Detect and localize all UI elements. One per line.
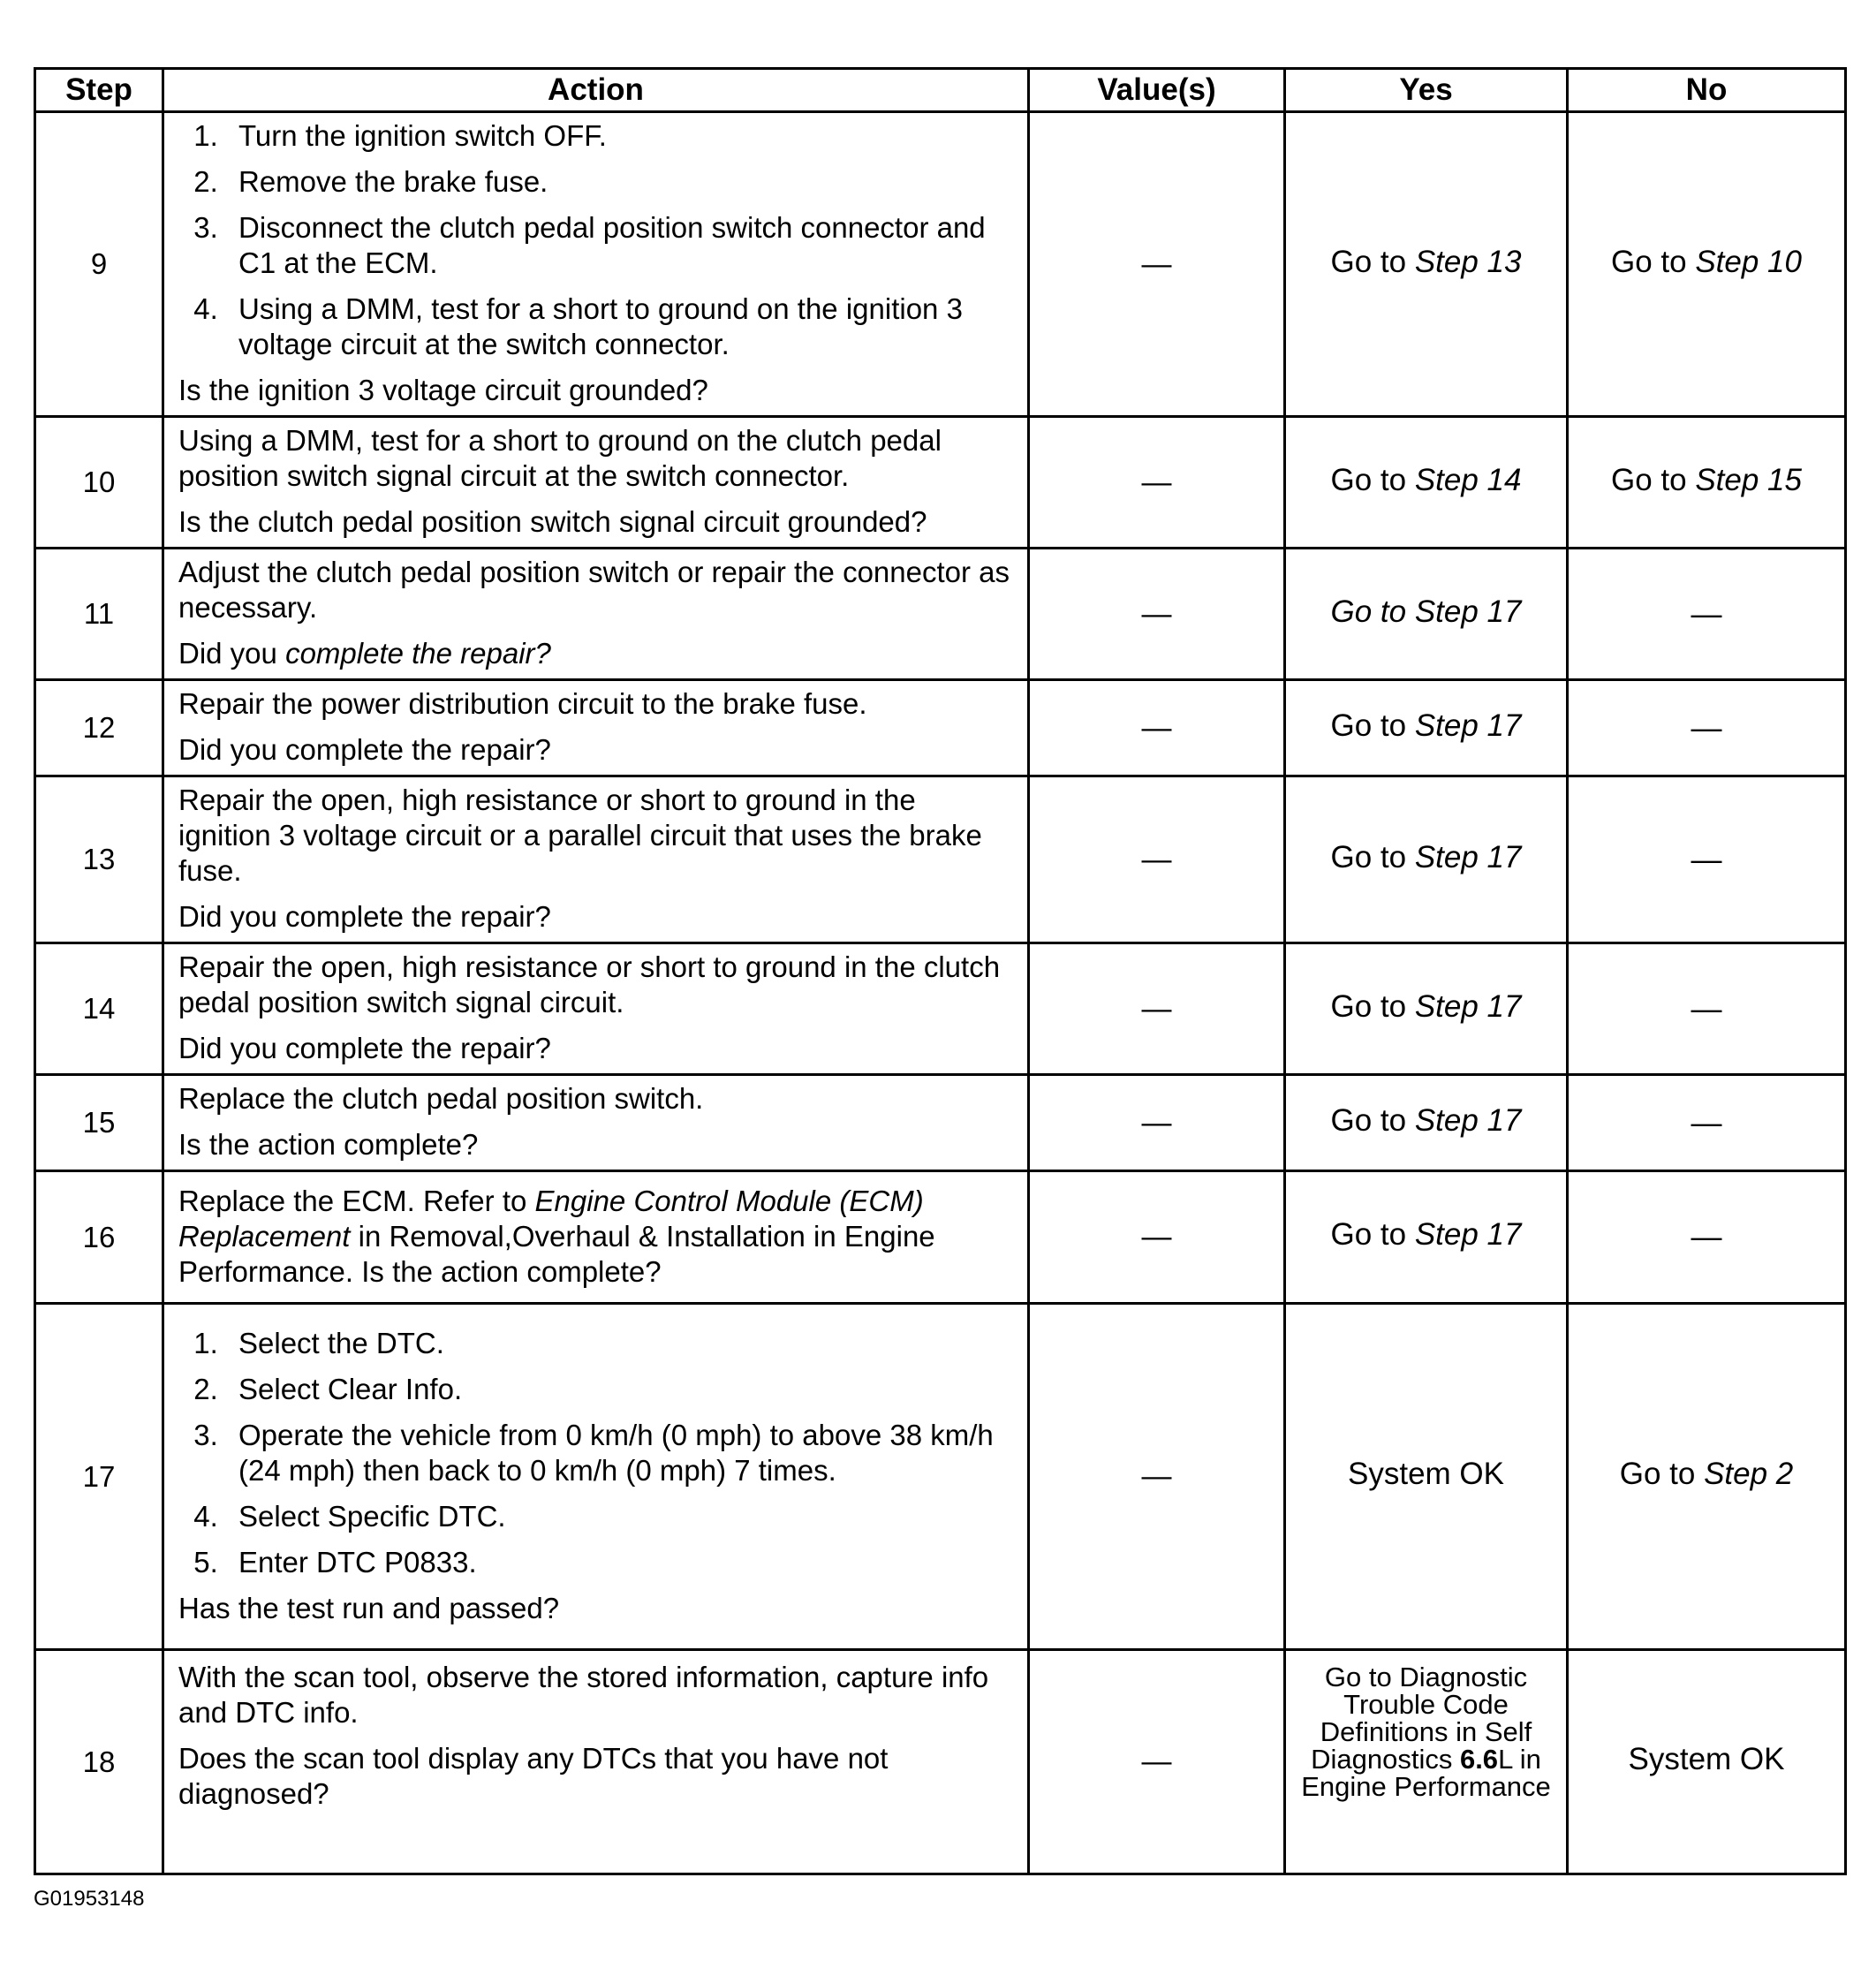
value-cell: — (1029, 1075, 1285, 1171)
no-step-link[interactable]: Step 10 (1695, 244, 1802, 279)
value-cell: — (1029, 112, 1285, 417)
list-item: 4. Using a DMM, test for a short to ground on the ignition 3 voltage circuit at the switch connector. (226, 291, 1013, 362)
no-cell: — (1568, 1171, 1846, 1304)
action-list (178, 1326, 1013, 1580)
value-cell: — (1029, 1304, 1285, 1650)
no-cell: — (1568, 680, 1846, 776)
yes-step-link[interactable]: Step 17 (1414, 988, 1522, 1024)
step-number: 12 (35, 680, 163, 776)
table-row (35, 417, 1846, 549)
yes-text: Go to (1330, 988, 1415, 1024)
no-text: Go to (1611, 244, 1696, 279)
no-cell: — (1568, 943, 1846, 1075)
list-item: 1. Select the DTC. (226, 1326, 1013, 1361)
list-item: 2. Remove the brake fuse. (226, 164, 1013, 200)
yes-cell (1285, 680, 1568, 776)
action-question: Did you complete the repair? (178, 733, 551, 766)
yes-cell (1285, 549, 1568, 680)
header-step: Step (35, 69, 163, 112)
yes-text: Go to (1330, 1217, 1415, 1252)
step-number: 14 (35, 943, 163, 1075)
header-values: Value(s) (1029, 69, 1285, 112)
action-cell (163, 1075, 1029, 1171)
step-number: 13 (35, 776, 163, 943)
no-step-link[interactable]: Step 15 (1695, 462, 1802, 497)
action-cell (163, 680, 1029, 776)
step-number: 11 (35, 549, 163, 680)
no-text: Go to (1619, 1457, 1705, 1491)
no-text: Go to (1611, 462, 1696, 497)
header-row (35, 69, 1846, 112)
no-step-link[interactable]: Step 2 (1704, 1457, 1794, 1491)
table-row (35, 1075, 1846, 1171)
action-text: Replace the clutch pedal position switch. (178, 1082, 704, 1115)
step-number: 10 (35, 417, 163, 549)
yes-cell (1285, 112, 1568, 417)
header-action: Action (163, 69, 1029, 112)
action-cell (163, 1650, 1029, 1874)
step-number: 16 (35, 1171, 163, 1304)
value-cell: — (1029, 417, 1285, 549)
yes-cell (1285, 417, 1568, 549)
yes-cell: System OK (1285, 1304, 1568, 1650)
yes-step-link[interactable]: Step 17 (1414, 839, 1522, 874)
table-row (35, 1304, 1846, 1650)
value-cell: — (1029, 943, 1285, 1075)
yes-step-link[interactable]: Step 17 (1414, 1217, 1522, 1252)
yes-text: Go to (1330, 1102, 1415, 1138)
action-question: Does the scan tool display any DTCs that you have not diagnosed? (178, 1742, 889, 1810)
yes-text: Go to (1330, 594, 1415, 629)
yes-cell (1285, 1075, 1568, 1171)
list-item: 3. Disconnect the clutch pedal position switch connector and C1 at the ECM. (226, 210, 1013, 281)
action-text: Repair the power distribution circuit to the brake fuse. (178, 687, 867, 720)
step-number: 15 (35, 1075, 163, 1171)
list-item: 5. Enter DTC P0833. (226, 1545, 1013, 1580)
action-question: Is the clutch pedal position switch signal circuit grounded? (178, 505, 927, 538)
value-cell: — (1029, 549, 1285, 680)
yes-cell (1285, 776, 1568, 943)
no-cell: System OK (1568, 1650, 1846, 1874)
yes-text: Go to (1330, 708, 1415, 743)
action-text: in Removal,Overhaul & Installation in Engine Performance. Is the action complete? (178, 1219, 935, 1288)
table-row (35, 943, 1846, 1075)
action-cell (163, 776, 1029, 943)
no-cell (1568, 1304, 1846, 1650)
value-cell: — (1029, 1171, 1285, 1304)
yes-step-link[interactable]: Step 14 (1414, 462, 1522, 497)
action-question: Is the ignition 3 voltage circuit grounded? (178, 374, 708, 406)
no-cell: — (1568, 1075, 1846, 1171)
step-number: 9 (35, 112, 163, 417)
yes-cell (1285, 1171, 1568, 1304)
action-text: Adjust the clutch pedal position switch or repair the connector as necessary. (178, 556, 1010, 624)
value-cell: — (1029, 776, 1285, 943)
table-row (35, 112, 1846, 417)
reference-link[interactable]: Engine Control Module (ECM) Replacement (178, 1184, 924, 1253)
yes-step-link[interactable]: Step 13 (1414, 244, 1522, 279)
no-cell: — (1568, 549, 1846, 680)
action-text: With the scan tool, observe the stored information, capture info and DTC info. (178, 1661, 989, 1729)
yes-step-link[interactable]: Step 17 (1414, 708, 1522, 743)
header-yes: Yes (1285, 69, 1568, 112)
action-question: Has the test run and passed? (178, 1591, 560, 1624)
action-cell (163, 417, 1029, 549)
list-item: 2. Select Clear Info. (226, 1372, 1013, 1407)
step-number: 17 (35, 1304, 163, 1650)
figure-id: G01953148 (34, 1887, 145, 1911)
table-row (35, 680, 1846, 776)
table-row (35, 1650, 1846, 1874)
action-list (178, 118, 1013, 362)
yes-step-link[interactable]: Step 17 (1414, 1102, 1522, 1138)
action-text: Using a DMM, test for a short to ground on the clutch pedal position switch signal circuit at the switch connector. (178, 424, 942, 492)
question-text: Did you (178, 637, 286, 670)
question-text-italic: complete the repair? (285, 637, 551, 670)
action-cell (163, 1304, 1029, 1650)
list-item: 1. Turn the ignition switch OFF. (226, 118, 1013, 154)
no-cell (1568, 112, 1846, 417)
yes-text: Go to Diagnostic Trouble Code Definitions in Self Diagnostics (1311, 1662, 1532, 1775)
table-row (35, 1171, 1846, 1304)
action-text: Repair the open, high resistance or short to ground in the ignition 3 voltage circuit or a parallel circuit that uses the brake fuse. (178, 784, 982, 887)
header-no: No (1568, 69, 1846, 112)
yes-text: Go to (1330, 462, 1415, 497)
value-cell: — (1029, 680, 1285, 776)
list-item: 4. Select Specific DTC. (226, 1499, 1013, 1534)
table-row (35, 549, 1846, 680)
action-cell (163, 1171, 1029, 1304)
table-row (35, 776, 1846, 943)
yes-reference-link[interactable] (1287, 1663, 1565, 1800)
yes-text: Go to (1330, 839, 1415, 874)
no-cell (1568, 417, 1846, 549)
action-text: Replace the ECM. Refer to (178, 1184, 535, 1217)
yes-text-bold: 6.6 (1459, 1744, 1499, 1775)
yes-cell (1285, 943, 1568, 1075)
value-cell: — (1029, 1650, 1285, 1874)
action-cell (163, 943, 1029, 1075)
no-cell: — (1568, 776, 1846, 943)
action-question (178, 636, 1013, 671)
action-question: Did you complete the repair? (178, 1032, 551, 1064)
yes-text: Go to (1330, 244, 1415, 279)
action-question: Is the action complete? (178, 1128, 479, 1161)
action-question: Did you complete the repair? (178, 900, 551, 933)
action-text: Repair the open, high resistance or short to ground in the clutch pedal position switch signal circuit. (178, 950, 1001, 1018)
step-number: 18 (35, 1650, 163, 1874)
yes-cell (1285, 1650, 1568, 1874)
yes-step-link[interactable]: Step 17 (1414, 594, 1522, 629)
yes-text: L in Engine Performance (1301, 1744, 1551, 1802)
action-cell (163, 112, 1029, 417)
diagnostic-table (34, 67, 1847, 1875)
list-item: 3. Operate the vehicle from 0 km/h (0 mph) to above 38 km/h (24 mph) then back to 0 km/h (0 mph) 7 times. (226, 1418, 1013, 1488)
action-cell (163, 549, 1029, 680)
